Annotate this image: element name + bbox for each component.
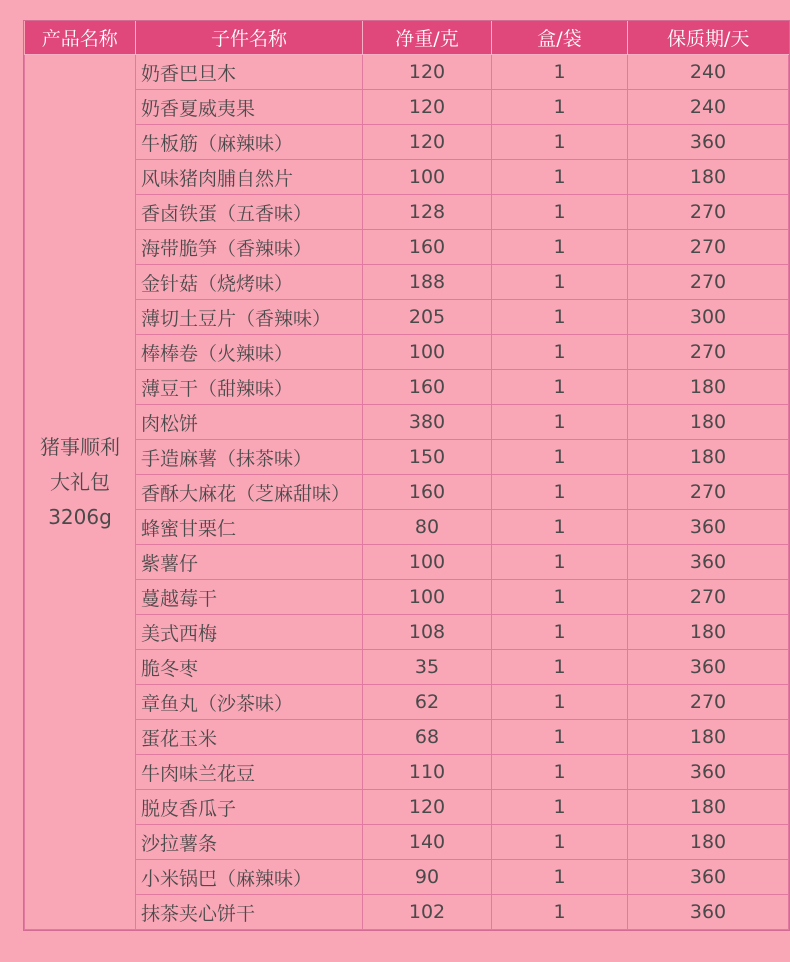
net-weight-cell: 68 <box>363 720 492 755</box>
table-row <box>25 335 789 370</box>
shelf-life-cell: 240 <box>628 90 789 125</box>
net-weight-cell: 100 <box>363 580 492 615</box>
net-weight-cell: 128 <box>363 195 492 230</box>
product-name-line: 大礼包 <box>50 469 110 494</box>
item-name-cell: 金针菇（烧烤味） <box>136 265 363 300</box>
item-name-cell: 紫薯仔 <box>136 545 363 580</box>
box-bag-cell: 1 <box>492 825 628 860</box>
table-row <box>25 440 789 475</box>
net-weight-cell: 100 <box>363 335 492 370</box>
net-weight-cell: 108 <box>363 615 492 650</box>
shelf-life-cell: 300 <box>628 300 789 335</box>
shelf-life-cell: 360 <box>628 895 789 930</box>
table-row <box>25 685 789 720</box>
shelf-life-cell: 270 <box>628 580 789 615</box>
box-bag-cell: 1 <box>492 720 628 755</box>
table-row <box>25 370 789 405</box>
table-row <box>25 405 789 440</box>
item-name-cell: 奶香夏威夷果 <box>136 90 363 125</box>
shelf-life-cell: 180 <box>628 370 789 405</box>
net-weight-cell: 90 <box>363 860 492 895</box>
table-row <box>25 230 789 265</box>
net-weight-cell: 80 <box>363 510 492 545</box>
item-name-cell: 香酥大麻花（芝麻甜味） <box>136 475 363 510</box>
shelf-life-cell: 360 <box>628 545 789 580</box>
table-row <box>25 615 789 650</box>
item-name-cell: 美式西梅 <box>136 615 363 650</box>
table-row <box>25 790 789 825</box>
box-bag-cell: 1 <box>492 615 628 650</box>
item-name-cell: 章鱼丸（沙茶味） <box>136 685 363 720</box>
item-name-cell: 牛肉味兰花豆 <box>136 755 363 790</box>
shelf-life-cell: 360 <box>628 125 789 160</box>
header-shelf-life: 保质期/天 <box>628 21 789 55</box>
header-product-name: 产品名称 <box>25 21 136 55</box>
box-bag-cell: 1 <box>492 755 628 790</box>
shelf-life-cell: 270 <box>628 475 789 510</box>
net-weight-cell: 100 <box>363 160 492 195</box>
table-row <box>25 265 789 300</box>
item-name-cell: 脆冬枣 <box>136 650 363 685</box>
box-bag-cell: 1 <box>492 370 628 405</box>
item-name-cell: 蜂蜜甘栗仁 <box>136 510 363 545</box>
shelf-life-cell: 180 <box>628 790 789 825</box>
box-bag-cell: 1 <box>492 895 628 930</box>
net-weight-cell: 110 <box>363 755 492 790</box>
net-weight-cell: 160 <box>363 475 492 510</box>
shelf-life-cell: 360 <box>628 755 789 790</box>
item-name-cell: 蔓越莓干 <box>136 580 363 615</box>
product-name-cell <box>25 55 136 930</box>
net-weight-cell: 120 <box>363 790 492 825</box>
shelf-life-cell: 180 <box>628 615 789 650</box>
item-name-cell: 肉松饼 <box>136 405 363 440</box>
table-row <box>25 300 789 335</box>
net-weight-cell: 120 <box>363 90 492 125</box>
table-row <box>25 895 789 930</box>
table-row <box>25 860 789 895</box>
net-weight-cell: 35 <box>363 650 492 685</box>
net-weight-cell: 120 <box>363 55 492 90</box>
net-weight-cell: 62 <box>363 685 492 720</box>
net-weight-cell: 120 <box>363 125 492 160</box>
shelf-life-cell: 360 <box>628 510 789 545</box>
item-name-cell: 手造麻薯（抹茶味） <box>136 440 363 475</box>
shelf-life-cell: 270 <box>628 685 789 720</box>
item-name-cell: 奶香巴旦木 <box>136 55 363 90</box>
net-weight-cell: 100 <box>363 545 492 580</box>
net-weight-cell: 102 <box>363 895 492 930</box>
table-row <box>25 160 789 195</box>
net-weight-cell: 140 <box>363 825 492 860</box>
net-weight-cell: 380 <box>363 405 492 440</box>
product-name-line: 3206g <box>48 504 112 529</box>
table-row <box>25 545 789 580</box>
item-name-cell: 脱皮香瓜子 <box>136 790 363 825</box>
shelf-life-cell: 270 <box>628 230 789 265</box>
shelf-life-cell: 360 <box>628 650 789 685</box>
net-weight-cell: 205 <box>363 300 492 335</box>
box-bag-cell: 1 <box>492 125 628 160</box>
table-row <box>25 510 789 545</box>
header-box-bag: 盒/袋 <box>492 21 628 55</box>
table-row <box>25 650 789 685</box>
box-bag-cell: 1 <box>492 685 628 720</box>
box-bag-cell: 1 <box>492 475 628 510</box>
header-item-name: 子件名称 <box>136 21 363 55</box>
table-row <box>25 580 789 615</box>
box-bag-cell: 1 <box>492 300 628 335</box>
net-weight-cell: 188 <box>363 265 492 300</box>
item-name-cell: 海带脆笋（香辣味） <box>136 230 363 265</box>
shelf-life-cell: 180 <box>628 405 789 440</box>
box-bag-cell: 1 <box>492 230 628 265</box>
shelf-life-cell: 180 <box>628 720 789 755</box>
table-row <box>25 125 789 160</box>
item-name-cell: 抹茶夹心饼干 <box>136 895 363 930</box>
table-header-row <box>25 21 789 55</box>
box-bag-cell: 1 <box>492 650 628 685</box>
item-name-cell: 香卤铁蛋（五香味） <box>136 195 363 230</box>
box-bag-cell: 1 <box>492 510 628 545</box>
shelf-life-cell: 240 <box>628 55 789 90</box>
box-bag-cell: 1 <box>492 265 628 300</box>
shelf-life-cell: 180 <box>628 160 789 195</box>
shelf-life-cell: 180 <box>628 440 789 475</box>
item-name-cell: 牛板筋（麻辣味） <box>136 125 363 160</box>
shelf-life-cell: 270 <box>628 265 789 300</box>
box-bag-cell: 1 <box>492 195 628 230</box>
table-row <box>25 475 789 510</box>
table-row <box>25 55 789 90</box>
box-bag-cell: 1 <box>492 55 628 90</box>
table-row <box>25 195 789 230</box>
item-name-cell: 蛋花玉米 <box>136 720 363 755</box>
table-body <box>25 55 789 930</box>
shelf-life-cell: 360 <box>628 860 789 895</box>
box-bag-cell: 1 <box>492 790 628 825</box>
box-bag-cell: 1 <box>492 90 628 125</box>
shelf-life-cell: 270 <box>628 195 789 230</box>
box-bag-cell: 1 <box>492 860 628 895</box>
table-row <box>25 90 789 125</box>
item-name-cell: 沙拉薯条 <box>136 825 363 860</box>
shelf-life-cell: 180 <box>628 825 789 860</box>
product-spec-table <box>24 21 789 930</box>
net-weight-cell: 160 <box>363 370 492 405</box>
table-row <box>25 755 789 790</box>
box-bag-cell: 1 <box>492 580 628 615</box>
box-bag-cell: 1 <box>492 440 628 475</box>
header-net-weight: 净重/克 <box>363 21 492 55</box>
box-bag-cell: 1 <box>492 160 628 195</box>
net-weight-cell: 150 <box>363 440 492 475</box>
shelf-life-cell: 270 <box>628 335 789 370</box>
table-row <box>25 825 789 860</box>
item-name-cell: 小米锅巴（麻辣味） <box>136 860 363 895</box>
net-weight-cell: 160 <box>363 230 492 265</box>
product-name-line: 猪事顺利 <box>40 434 120 459</box>
item-name-cell: 薄豆干（甜辣味） <box>136 370 363 405</box>
box-bag-cell: 1 <box>492 545 628 580</box>
item-name-cell: 薄切土豆片（香辣味） <box>136 300 363 335</box>
item-name-cell: 棒棒卷（火辣味） <box>136 335 363 370</box>
item-name-cell: 风味猪肉脯自然片 <box>136 160 363 195</box>
box-bag-cell: 1 <box>492 405 628 440</box>
box-bag-cell: 1 <box>492 335 628 370</box>
table-row <box>25 720 789 755</box>
